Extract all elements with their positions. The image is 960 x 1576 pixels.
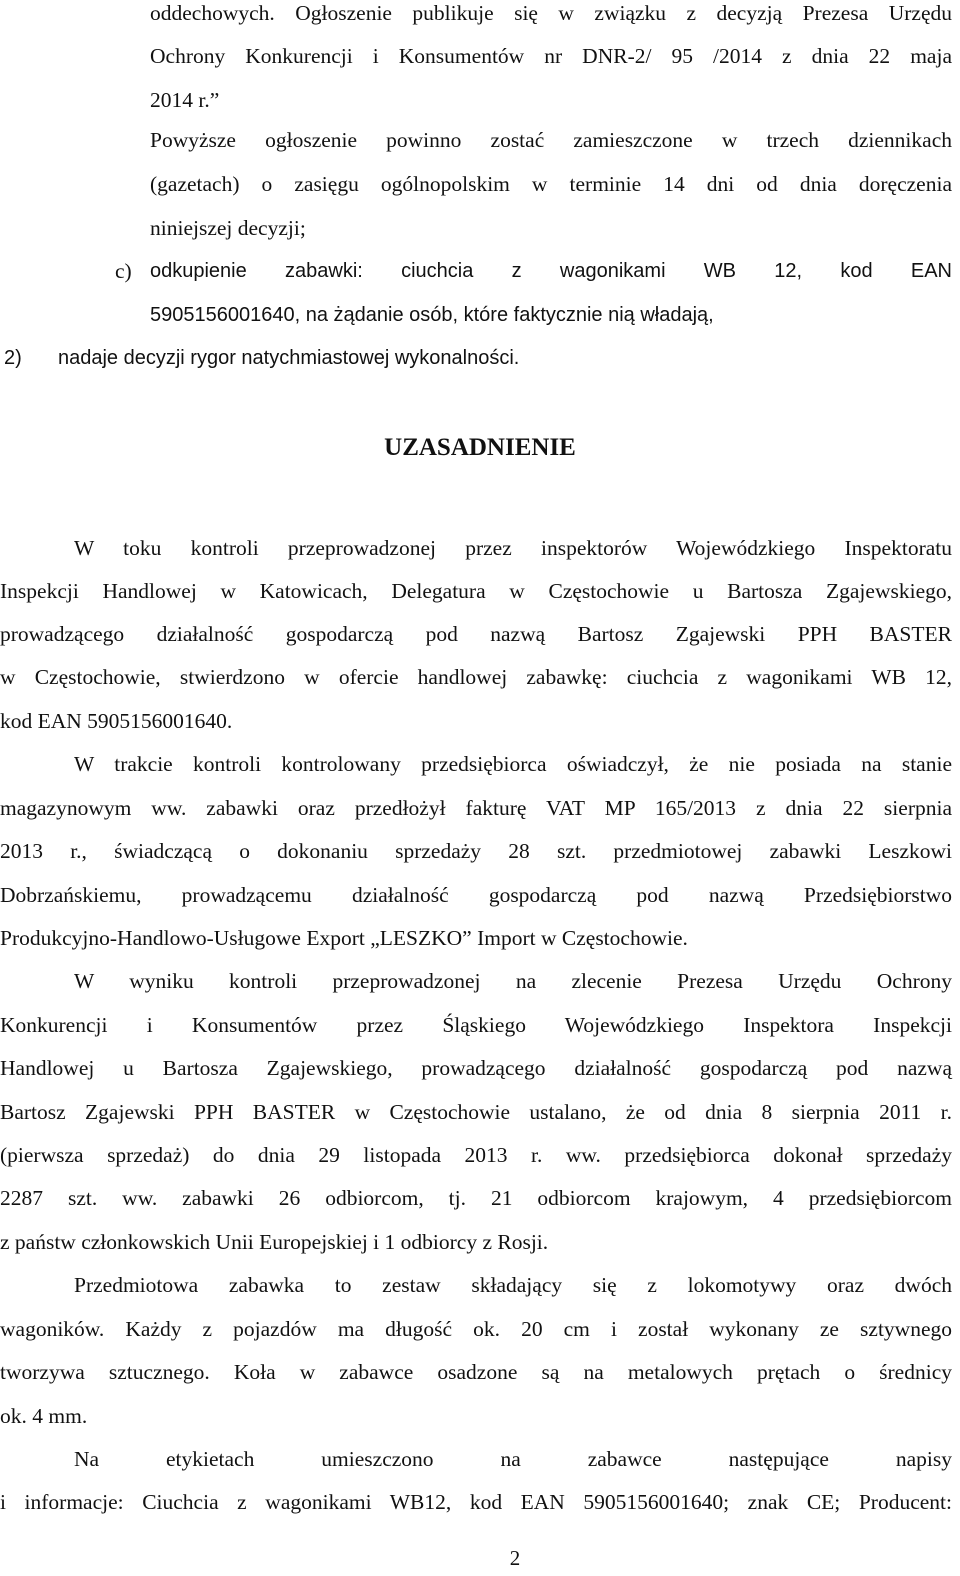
text-line: wagoników. Każdy z pojazdów ma długość ok. 20 cm i został wykonany ze sztywnego [0,1317,952,1341]
list-marker: 2) [4,347,22,369]
text-line: Handlowej u Bartosza Zgajewskiego, prowadzącego działalność gospodarczą pod nazwą [0,1056,952,1080]
text-line: (gazetach) o zasięgu ogólnopolskim w terminie 14 dni od dnia doręczenia [150,172,952,196]
text-line: Ochrony Konkurencji i Konsumentów nr DNR-2/ 95 /2014 z dnia 22 maja [150,44,952,68]
page-number: 2 [509,1546,521,1570]
text-line: Na etykietach umieszczono na zabawce następujące napisy [74,1447,952,1471]
text-line: magazynowym ww. zabawki oraz przedłożył fakturę VAT MP 165/2013 z dnia 22 sierpnia [0,796,952,820]
text-line: ok. 4 mm. [0,1404,88,1428]
text-line: Dobrzańskiemu, prowadzącemu działalność gospodarczą pod nazwą Przedsiębiorstwo [0,883,952,907]
text-line: 5905156001640, na żądanie osób, które faktycznie nią władają, [150,304,714,326]
text-line: i informacje: Ciuchcia z wagonikami WB12, kod EAN 5905156001640; znak CE; Producent: [0,1490,952,1514]
text-line: oddechowych. Ogłoszenie publikuje się w związku z decyzją Prezesa Urzędu [150,1,952,25]
text-line: tworzywa sztucznego. Koła w zabawce osadzone są na metalowych prętach o średnicy [0,1360,952,1384]
text-line: nadaje decyzji rygor natychmiastowej wykonalności. [58,347,520,369]
text-line: W wyniku kontroli przeprowadzonej na zlecenie Prezesa Urzędu Ochrony [74,969,952,993]
text-line: 2013 r., świadczącą o dokonaniu sprzedaży 28 szt. przedmiotowej zabawki Leszkowi [0,839,952,863]
text-line: Inspekcji Handlowej w Katowicach, Delegatura w Częstochowie u Bartosza Zgajewskiego, [0,579,952,603]
text-line: Konkurencji i Konsumentów przez Śląskiego Wojewódzkiego Inspektora Inspekcji [0,1013,952,1037]
text-line: z państw członkowskich Unii Europejskiej i 1 odbiorcy z Rosji. [0,1230,549,1254]
text-line: W trakcie kontroli kontrolowany przedsiębiorca oświadczył, że nie posiada na stanie [74,752,952,776]
text-line: W toku kontroli przeprowadzonej przez inspektorów Wojewódzkiego Inspektoratu [74,536,952,560]
text-line: Produkcyjno-Handlowo-Usługowe Export „LESZKO” Import w Częstochowie. [0,926,688,950]
text-line: 2014 r.” [150,88,220,112]
text-line: (pierwsza sprzedaż) do dnia 29 listopada 2013 r. ww. przedsiębiorca dokonał sprzedaży [0,1143,952,1167]
text-line: kod EAN 5905156001640. [0,709,233,733]
text-line: Przedmiotowa zabawka to zestaw składający się z lokomotywy oraz dwóch [74,1273,952,1297]
text-line: Bartosz Zgajewski PPH BASTER w Częstochowie ustalano, że od dnia 8 sierpnia 2011 r. [0,1100,952,1124]
text-line: Powyższe ogłoszenie powinno zostać zamieszczone w trzech dziennikach [150,128,952,152]
section-heading: UZASADNIENIE [384,434,576,461]
list-marker: c) [115,259,132,283]
text-line: niniejszej decyzji; [150,216,306,240]
text-line: prowadzącego działalność gospodarczą pod nazwą Bartosz Zgajewski PPH BASTER [0,622,952,646]
text-line: 2287 szt. ww. zabawki 26 odbiorcom, tj. 21 odbiorcom krajowym, 4 przedsiębiorcom [0,1186,952,1210]
text-line: w Częstochowie, stwierdzono w ofercie handlowej zabawkę: ciuchcia z wagonikami WB 12, [0,665,952,689]
text-line: odkupienie zabawki: ciuchcia z wagonikami WB 12, kod EAN [150,260,952,282]
